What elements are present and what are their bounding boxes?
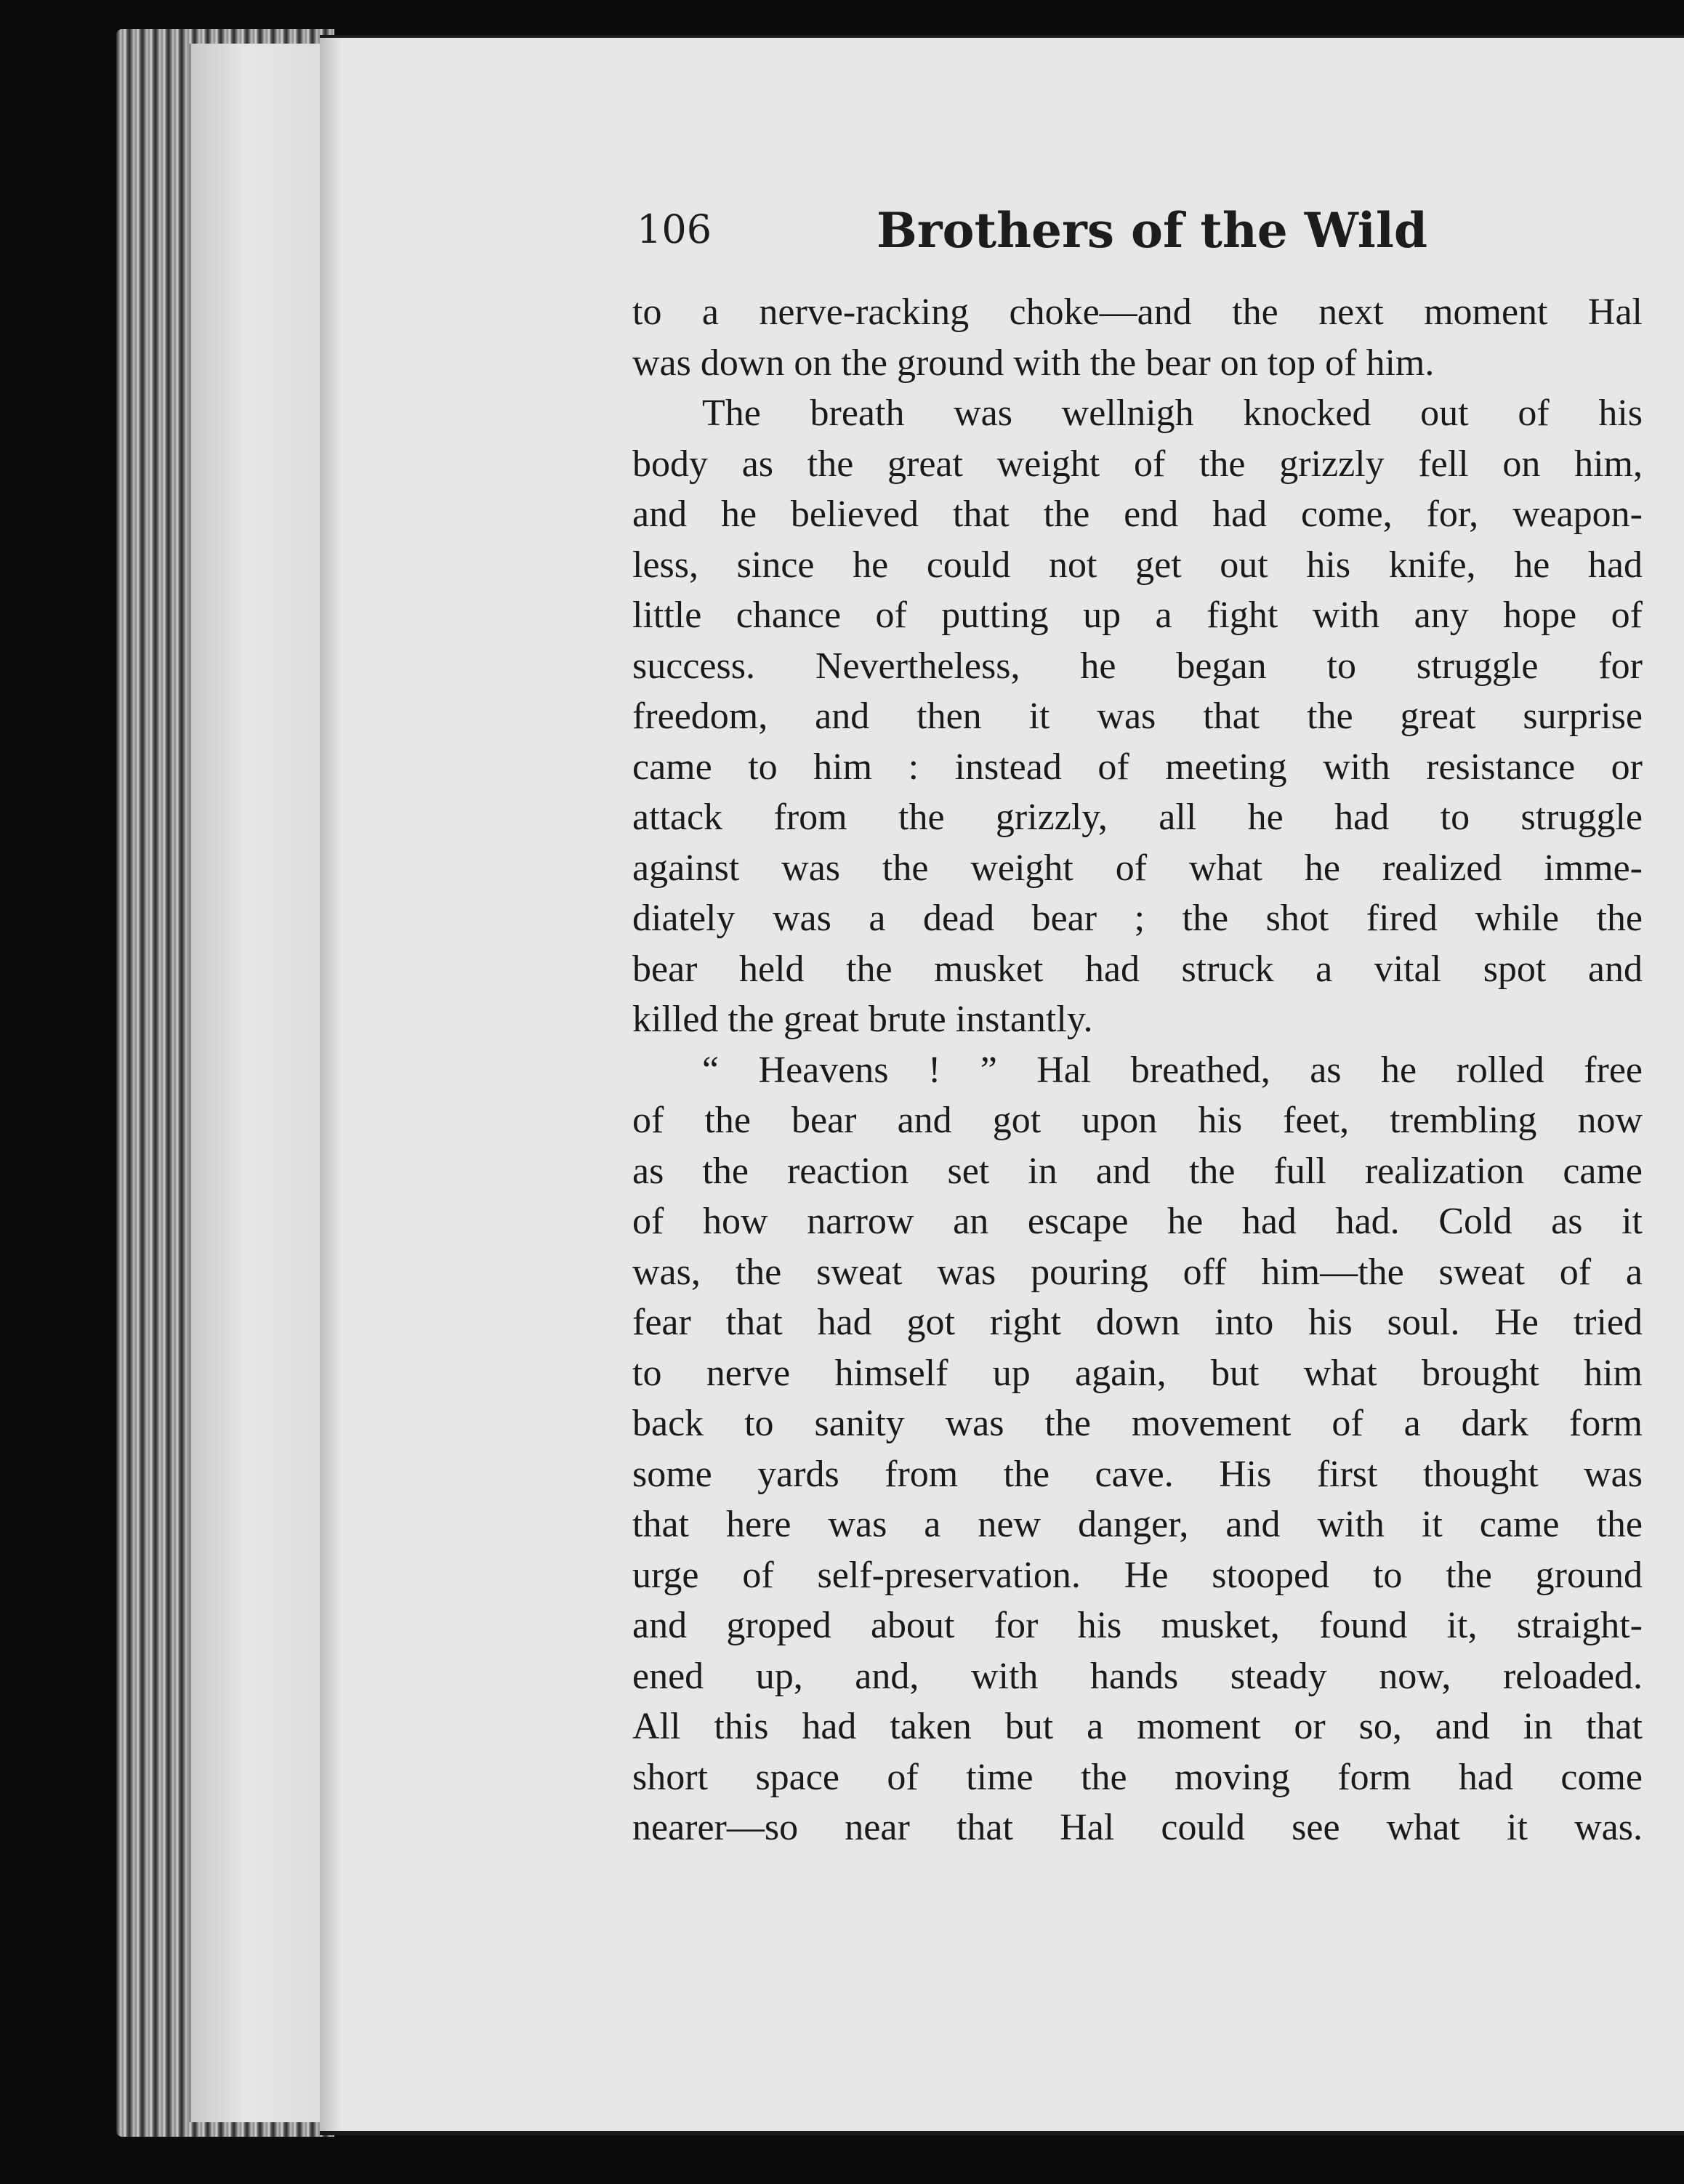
text-line: back to sanity was the movement of a dark form [632, 1403, 1643, 1444]
text-line: to a nerve-racking choke—and the next moment Hal [632, 291, 1643, 333]
text-line: urge of self-preservation. He stooped to the ground [632, 1554, 1643, 1596]
page-number: 106 [637, 206, 712, 252]
text-line: attack from the grizzly, all he had to struggle [632, 797, 1643, 838]
text-line: nearer—so near that Hal could see what it was. [632, 1807, 1643, 1848]
text-line: little chance of putting up a fight with any hope of [632, 595, 1643, 636]
text-line: that here was a new danger, and with it came the [632, 1504, 1643, 1545]
book-title: Brothers of the Wild [877, 202, 1428, 259]
page-gutter-shadow [320, 35, 342, 2135]
text-line: short space of time the moving form had come [632, 1756, 1643, 1798]
body-text [632, 287, 1643, 1853]
text-line: killed the great brute instantly. [632, 999, 1093, 1040]
text-line: ened up, and, with hands steady now, reloaded. [632, 1655, 1643, 1697]
text-line: freedom, and then it was that the great surprise [632, 696, 1643, 737]
text-line: and groped about for his musket, found it, straight- [632, 1605, 1643, 1646]
page-edges-inner [189, 44, 329, 2122]
text-line: fear that had got right down into his soul. He tried [632, 1302, 1643, 1343]
text-line: some yards from the cave. His first thought was [632, 1453, 1643, 1495]
text-line: as the reaction set in and the full realization came [632, 1150, 1643, 1192]
text-line: of how narrow an escape he had had. Cold as it [632, 1201, 1643, 1242]
text-line: against was the weight of what he realized imme- [632, 847, 1643, 889]
text-line: All this had taken but a moment or so, and in that [632, 1706, 1643, 1747]
running-header [637, 202, 1428, 260]
text-line: and he believed that the end had come, for, weapon- [632, 493, 1643, 535]
text-line: was down on the ground with the bear on top of him. [632, 342, 1435, 384]
text-line: was, the sweat was pouring off him—the sweat of a [632, 1251, 1643, 1293]
text-line: success. Nevertheless, he began to struggle for [632, 645, 1643, 687]
text-line: “ Heavens ! ” Hal breathed, as he rolled free [702, 1049, 1643, 1091]
text-line: to nerve himself up again, but what brought him [632, 1352, 1643, 1394]
text-line: bear held the musket had struck a vital spot and [632, 948, 1643, 990]
text-line: body as the great weight of the grizzly fell on him, [632, 443, 1643, 485]
text-line: came to him : instead of meeting with resistance or [632, 746, 1643, 788]
text-line: diately was a dead bear ; the shot fired while the [632, 898, 1643, 939]
text-line: less, since he could not get out his knife, he had [632, 544, 1643, 586]
text-line: of the bear and got upon his feet, trembling now [632, 1100, 1643, 1141]
text-line: The breath was wellnigh knocked out of his [702, 392, 1643, 434]
